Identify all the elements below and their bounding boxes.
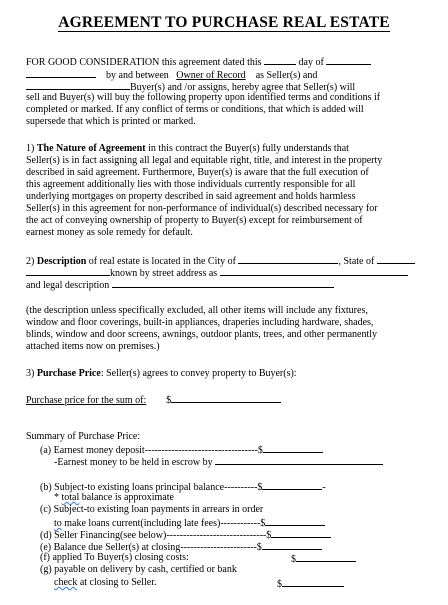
- summary-item-g2: [54, 577, 156, 588]
- summary-text: -: [322, 482, 326, 493]
- purchase-price-blank[interactable]: [171, 393, 281, 403]
- seller-financing-blank[interactable]: [271, 528, 331, 538]
- closing-costs-blank[interactable]: [296, 552, 356, 562]
- summary-text: balance is approximate: [79, 492, 174, 503]
- summary-text: (f) applied To Buyer(s) closing costs:: [40, 552, 189, 563]
- intro-line-5: completed or marked. If any conflict of terms or conditions, that which is added will: [26, 104, 364, 115]
- date-day-blank[interactable]: [264, 55, 296, 65]
- closing-costs-field: [291, 552, 356, 565]
- intro-line-1: [26, 55, 371, 68]
- seller-name-blank[interactable]: [26, 80, 130, 90]
- earnest-deposit-blank[interactable]: [263, 443, 323, 453]
- section-text: : Seller(s) agrees to convey property to Buyer(s):: [100, 368, 297, 379]
- dollar-sign: $: [166, 395, 172, 406]
- section-heading: Purchase Price: [36, 368, 101, 379]
- section-text: of real estate is located in the City of: [88, 256, 236, 267]
- section-1-line-6: Seller(s) in this agreement for non-performance of individual(s) described necessary for: [26, 203, 378, 214]
- purchase-price-line: [26, 393, 281, 406]
- summary-item-b2: [54, 492, 174, 503]
- section-text: in this contract the Buyer(s) fully understands that: [148, 143, 349, 154]
- summary-text: *: [54, 492, 62, 503]
- summary-item-c: (c) Subject-to existing loan payments in arrears in order: [40, 504, 264, 515]
- section-2-paren-3: blinds, window and door screens, awnings, outdoor plants, trees, and other permanently: [26, 329, 378, 340]
- street-address-blank[interactable]: [220, 266, 408, 276]
- section-text: and legal description: [26, 280, 110, 291]
- summary-text: (d) Seller Financing(see below)------------------------------$: [40, 530, 272, 541]
- intro-text: FOR GOOD CONSIDERATION this agreement dated this: [26, 57, 262, 68]
- section-text: known by street address as: [110, 268, 218, 279]
- escrow-holder-blank[interactable]: [215, 455, 383, 465]
- summary-text: (b) Subject-to existing loans principal balance----------$: [40, 482, 263, 493]
- state-name-blank[interactable]: [26, 266, 110, 276]
- legal-description-blank[interactable]: [112, 278, 334, 288]
- balance-due-blank[interactable]: [262, 540, 322, 550]
- section-1-line-4: this agreement additionally lies with those individuals currently responsible for all: [26, 179, 356, 190]
- section-2-paren-2: window and floor coverings, built-in appliances, draperies including hardware, shades,: [26, 317, 374, 328]
- section-heading: Description: [36, 256, 87, 267]
- section-2-line-3: [26, 278, 334, 291]
- intro-text: by and between: [106, 70, 169, 81]
- summary-text: make loans current(including late fees)------------$: [61, 518, 266, 529]
- section-3-line-1: [26, 368, 297, 379]
- section-1-line-8: earnest money as sole remedy for default.: [26, 227, 193, 238]
- city-blank[interactable]: [238, 254, 338, 264]
- summary-text: check: [54, 577, 78, 588]
- section-number: 2): [26, 256, 35, 267]
- summary-item-a2: [54, 455, 383, 468]
- section-1-line-2: Seller(s) is in fact assigning all legal and equitable right, title, and interest in the property: [26, 155, 383, 166]
- dollar-sign: $: [277, 579, 282, 590]
- state-blank[interactable]: [377, 254, 415, 264]
- arrears-blank[interactable]: [265, 516, 325, 526]
- section-number: 3): [26, 368, 35, 379]
- date-month-blank[interactable]: [326, 55, 371, 65]
- summary-title: Summary of Purchase Price:: [26, 431, 141, 442]
- summary-text: (a) Earnest money deposit----------------------------------$: [40, 445, 263, 456]
- section-number: 1): [26, 143, 35, 154]
- summary-item-g: (g) payable on delivery by cash, certified or bank: [40, 564, 237, 575]
- section-2-paren-1: (the description unless specifically excluded, all other items will include any fixtures,: [26, 305, 368, 316]
- summary-text: to: [54, 518, 62, 529]
- summary-text: (e) Balance due Seller(s) at closing-----------------------$: [40, 542, 262, 553]
- owner-of-record: Owner of Record: [176, 70, 246, 81]
- section-1-line-7: the act of conveying ownership of property to Buyer(s) except for reimbursement of: [26, 215, 363, 226]
- payable-field: [277, 577, 344, 590]
- section-1-line-1: [26, 143, 349, 154]
- intro-text: day of: [298, 57, 324, 68]
- section-heading: The Nature of Agreement: [36, 143, 146, 154]
- section-2-paren-4: attached items now on premises.): [26, 341, 160, 352]
- summary-text: at closing to Seller.: [77, 577, 157, 588]
- section-1-line-5: underlying mortgages on property described in said agreement and holds harmless: [26, 191, 356, 202]
- document-title: AGREEMENT TO PURCHASE REAL ESTATE: [58, 14, 390, 31]
- section-text: , State of: [338, 256, 375, 267]
- summary-text: total: [61, 492, 80, 503]
- buyer-name-blank[interactable]: [26, 68, 96, 78]
- summary-item-f: [40, 552, 189, 563]
- loan-balance-blank[interactable]: [262, 480, 322, 490]
- intro-line-4: sell and Buyer(s) will buy the following property upon identified terms and conditions if: [26, 92, 381, 103]
- summary-text: -Earnest money to be held in escrow by: [54, 457, 213, 468]
- payable-blank[interactable]: [282, 577, 344, 587]
- purchase-price-label: Purchase price for the sum of:: [26, 395, 147, 406]
- dollar-sign: $: [291, 554, 296, 565]
- intro-text: Buyer(s) and /or assigns, hereby agree that Seller(s) will: [130, 82, 356, 93]
- intro-line-6: supersede that which is printed or marked.: [26, 116, 196, 127]
- section-1-line-3: described in said agreement. Furthermore, Buyer(s) is aware that the full execution of: [26, 167, 369, 178]
- intro-text: as Seller(s) and: [255, 70, 318, 81]
